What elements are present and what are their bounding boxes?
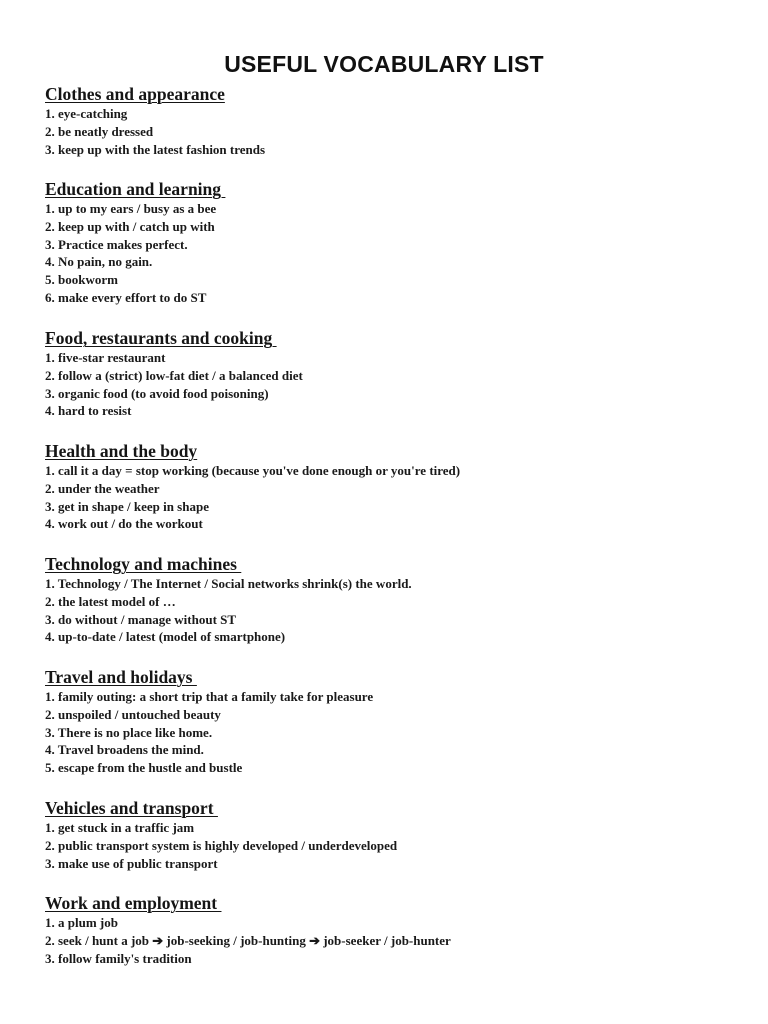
vocabulary-item: 3. keep up with the latest fashion trends xyxy=(45,141,266,157)
vocabulary-list xyxy=(45,575,725,646)
section-work-and-employment xyxy=(45,892,725,967)
section-education-and-learning xyxy=(45,178,725,307)
vocabulary-item: 3. get in shape / keep in shape xyxy=(45,498,209,514)
page-title: USEFUL VOCABULARY LIST xyxy=(224,51,544,77)
vocabulary-item: 5. bookworm xyxy=(45,272,118,288)
section-heading: Education and learning xyxy=(45,179,226,199)
vocabulary-item: 2. public transport system is highly developed / underdeveloped xyxy=(45,837,398,853)
section-technology-and-machines xyxy=(45,553,725,646)
vocabulary-item: 1. Technology / The Internet / Social networks shrink(s) the world. xyxy=(45,576,412,591)
vocabulary-item: 1. up to my ears / busy as a bee xyxy=(45,201,217,216)
vocabulary-item: 1. get stuck in a traffic jam xyxy=(45,820,195,835)
vocabulary-item: 3. Practice makes perfect. xyxy=(45,236,188,252)
vocabulary-list xyxy=(45,200,725,307)
vocabulary-item: 2. seek / hunt a job ➔ job-seeking / job-hunting ➔ job-seeker / job-hunter xyxy=(45,932,451,948)
vocabulary-item: 4. Travel broadens the mind. xyxy=(45,742,204,758)
vocabulary-item: 1. five-star restaurant xyxy=(45,350,166,365)
vocabulary-item: 2. be neatly dressed xyxy=(45,123,154,139)
vocabulary-item: 1. call it a day = stop working (because you've done enough or you're tired) xyxy=(45,463,461,478)
vocabulary-item: 1. eye-catching xyxy=(45,106,128,121)
section-vehicles-and-transport xyxy=(45,797,725,872)
vocabulary-item: 4. hard to resist xyxy=(45,403,132,419)
vocabulary-item: 4. up-to-date / latest (model of smartphone) xyxy=(45,629,286,645)
section-food-restaurants-and-cooking xyxy=(45,327,725,420)
vocabulary-item: 3. There is no place like home. xyxy=(45,724,213,740)
vocabulary-list xyxy=(45,349,725,420)
vocabulary-item: 3. do without / manage without ST xyxy=(45,611,237,627)
section-heading: Food, restaurants and cooking xyxy=(45,328,277,348)
vocabulary-list xyxy=(45,688,725,777)
vocabulary-item: 2. keep up with / catch up with xyxy=(45,218,215,234)
vocabulary-list xyxy=(45,914,725,967)
vocabulary-list xyxy=(45,819,725,872)
vocabulary-item: 2. under the weather xyxy=(45,480,160,496)
vocabulary-item: 2. unspoiled / untouched beauty xyxy=(45,706,221,722)
vocabulary-item: 6. make every effort to do ST xyxy=(45,289,207,305)
section-heading: Travel and holidays xyxy=(45,667,197,687)
section-heading: Clothes and appearance xyxy=(45,84,225,104)
vocabulary-item: 5. escape from the hustle and bustle xyxy=(45,760,243,776)
section-clothes-and-appearance xyxy=(45,83,725,158)
vocabulary-item: 2. the latest model of … xyxy=(45,593,176,609)
section-heading: Health and the body xyxy=(45,441,198,461)
vocabulary-item: 3. follow family's tradition xyxy=(45,950,192,966)
section-heading: Vehicles and transport xyxy=(45,798,218,818)
section-health-and-the-body xyxy=(45,440,725,533)
vocabulary-item: 3. make use of public transport xyxy=(45,855,218,871)
vocabulary-item: 4. No pain, no gain. xyxy=(45,254,153,270)
vocabulary-item: 4. work out / do the workout xyxy=(45,516,203,532)
vocabulary-item: 1. a plum job xyxy=(45,915,118,930)
vocabulary-item: 2. follow a (strict) low-fat diet / a balanced diet xyxy=(45,367,303,383)
vocabulary-list xyxy=(45,105,725,158)
section-heading: Work and employment xyxy=(45,893,222,913)
vocabulary-item: 1. family outing: a short trip that a family take for pleasure xyxy=(45,689,374,704)
vocabulary-item: 3. organic food (to avoid food poisoning) xyxy=(45,385,269,401)
section-heading: Technology and machines xyxy=(45,554,242,574)
vocabulary-list xyxy=(45,462,725,533)
section-travel-and-holidays xyxy=(45,666,725,777)
